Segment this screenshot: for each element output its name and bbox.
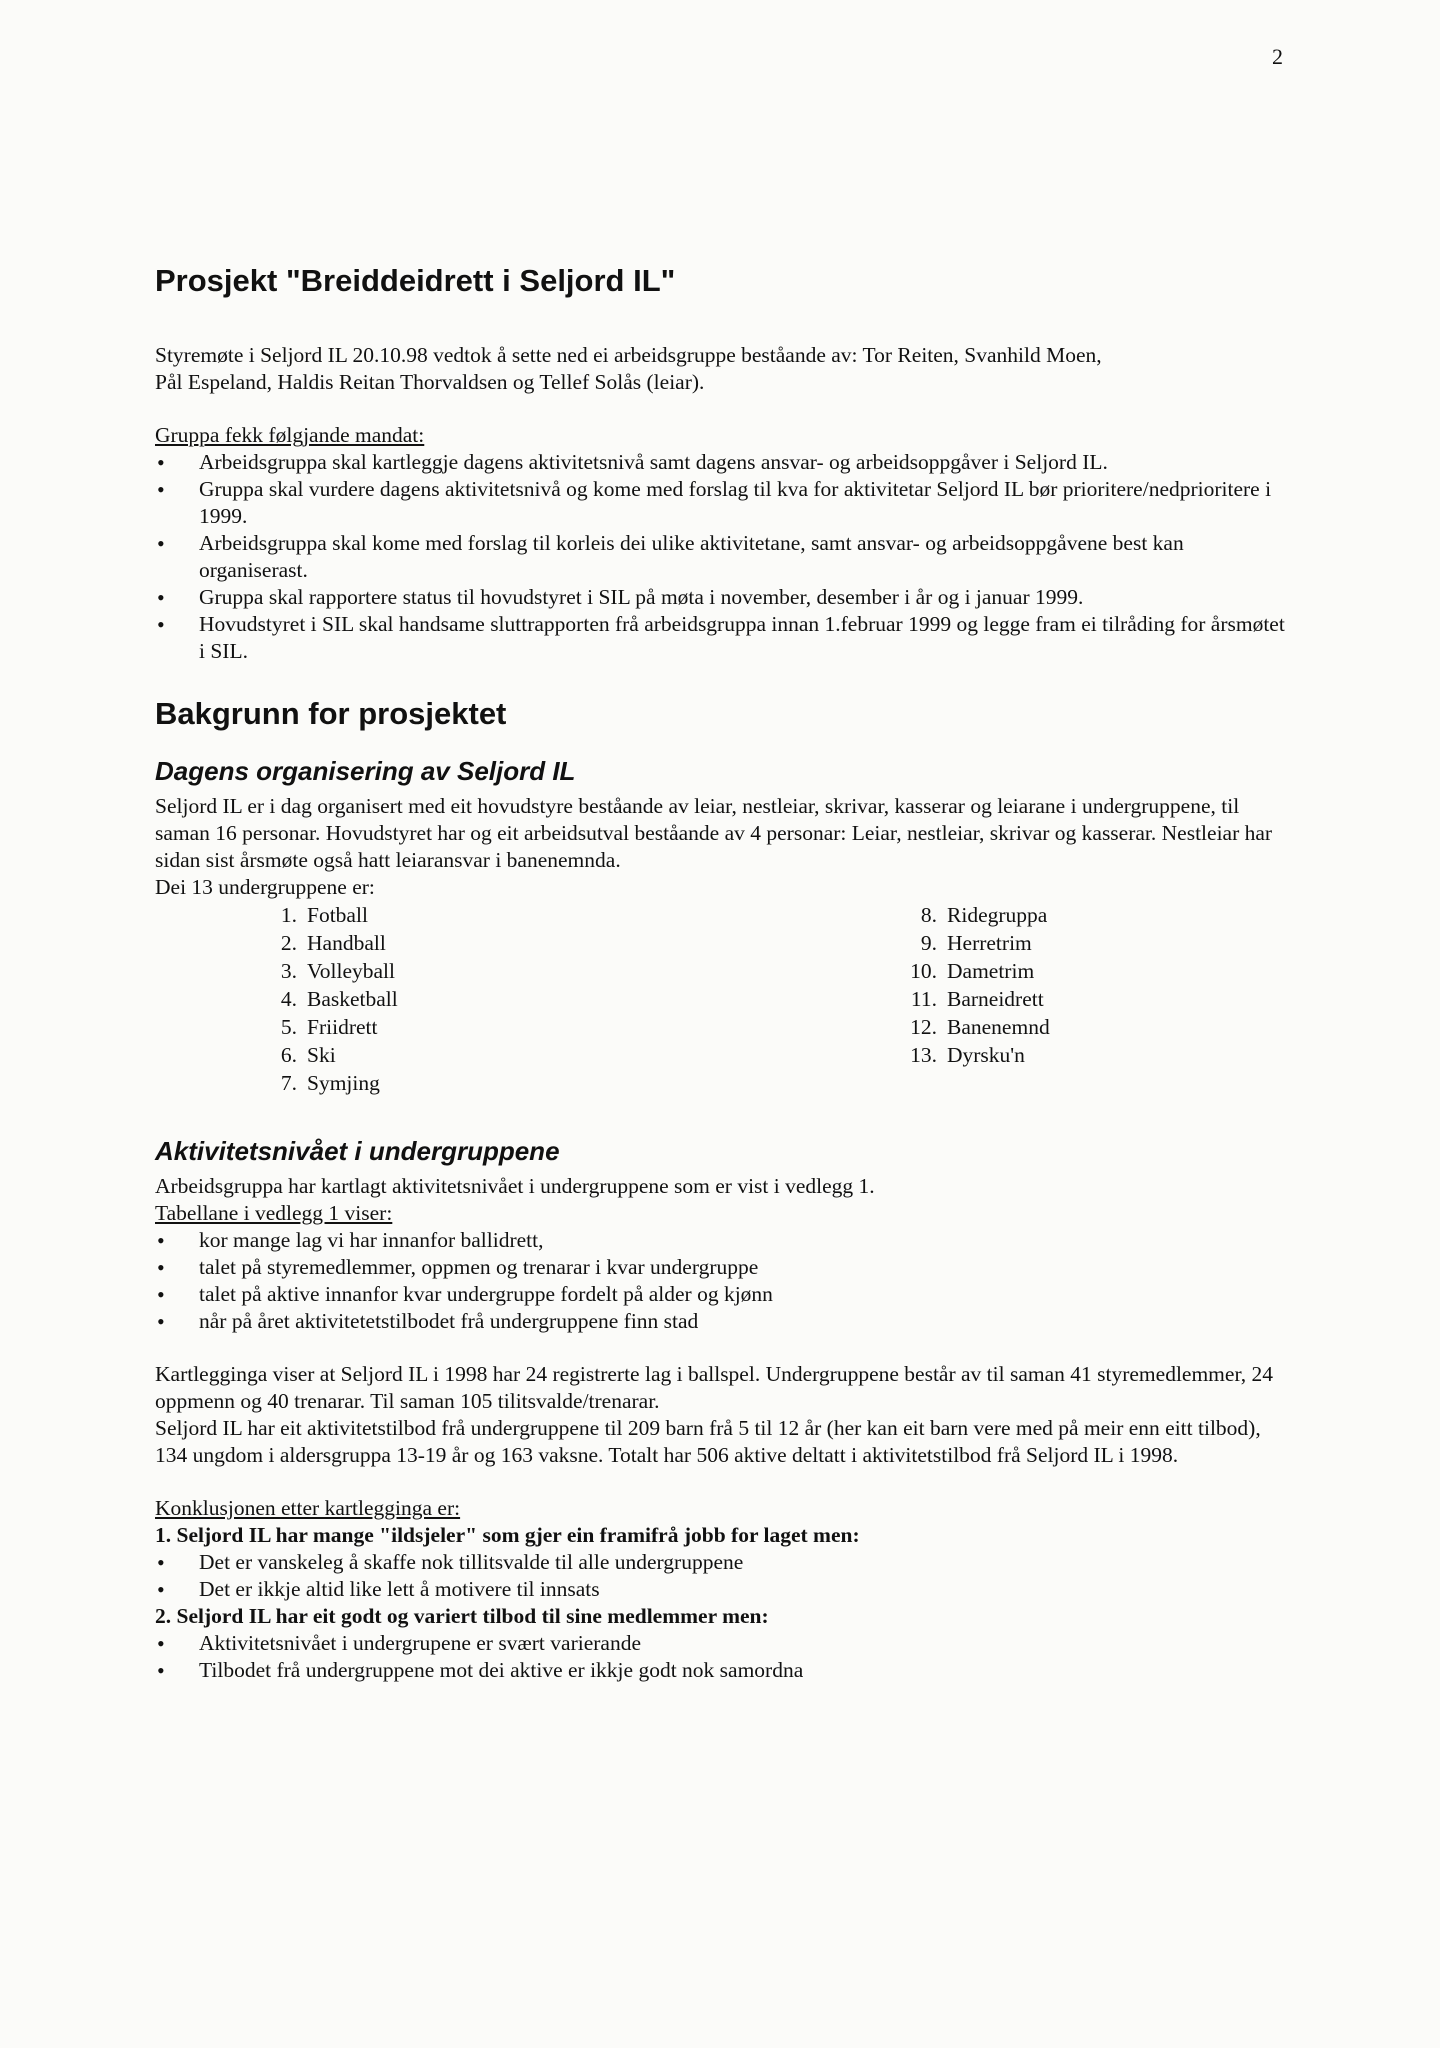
mandate-item: • Arbeidsgruppa skal kartleggje dagens aktivitetsnivå samt dagens ansvar- og arbeidsoppgåver i Seljord IL. bbox=[155, 449, 1295, 476]
subgroup-item: 12. Banenemnd bbox=[910, 1015, 1050, 1039]
subgroup-item: 1. Fotball bbox=[280, 903, 368, 927]
activity-heading: Aktivitetsnivået i undergruppene bbox=[155, 1136, 560, 1166]
subgroup-item: 6. Ski bbox=[280, 1043, 336, 1067]
conclusion-point-1: 1. Seljord IL har mange "ildsjeler" som gjer ein framifrå jobb for laget men: bbox=[155, 1523, 860, 1547]
conclusion-point-2-list bbox=[155, 1630, 1295, 1684]
subgroup-item: 5. Friidrett bbox=[280, 1015, 378, 1039]
subgroup-item: 13. Dyrsku'n bbox=[910, 1043, 1025, 1067]
organisation-heading: Dagens organisering av Seljord IL bbox=[155, 756, 576, 786]
survey-text-2: Seljord IL har eit aktivitetstilbod frå undergruppene til 209 barn frå 5 til 12 år (her kan eit barn vere med på meir enn eitt tilbod), 134 ungdom i aldersgruppa 13-19 år og 163 vaksne. Totalt har 506 aktive deltatt i aktivitetstilbod frå Seljord IL i 1998. bbox=[155, 1416, 1261, 1467]
document-body bbox=[155, 262, 1295, 1684]
groups-intro: Dei 13 undergruppene er: bbox=[155, 875, 375, 899]
mandate-list bbox=[155, 449, 1295, 665]
intro-line-1: Styremøte i Seljord IL 20.10.98 vedtok å sette ned ei arbeidsgruppe beståande av: Tor Reiten, Svanhild Moen, bbox=[155, 343, 1102, 367]
tables-list bbox=[155, 1227, 1295, 1335]
subgroup-item: 9. Herretrim bbox=[920, 931, 1032, 955]
intro-line-2: Pål Espeland, Haldis Reitan Thorvaldsen og Tellef Solås (leiar). bbox=[155, 370, 705, 394]
tables-heading: Tabellane i vedlegg 1 viser: bbox=[155, 1201, 393, 1225]
conclusion-item: • Det er ikkje altid like lett å motivere til innsats bbox=[155, 1576, 1295, 1603]
conclusion-point-2: 2. Seljord IL har eit godt og variert tilbod til sine medlemmer men: bbox=[155, 1604, 769, 1628]
tables-item: • talet på styremedlemmer, oppmen og trenarar i kvar undergruppe bbox=[155, 1254, 1295, 1281]
mandate-item: • Arbeidsgruppa skal kome med forslag til korleis dei ulike aktivitetane, samt ansvar- og arbeidsoppgåvene best kan organiserast. bbox=[155, 530, 1295, 584]
tables-item: • kor mange lag vi har innanfor ballidrett, bbox=[155, 1227, 1295, 1254]
conclusion-item: • Det er vanskeleg å skaffe nok tillitsvalde til alle undergruppene bbox=[155, 1549, 1295, 1576]
mandate-heading: Gruppa fekk følgjande mandat: bbox=[155, 423, 425, 447]
conclusion-item: • Aktivitetsnivået i undergrupene er svært varierande bbox=[155, 1630, 1295, 1657]
subgroup-item: 10. Dametrim bbox=[910, 959, 1035, 983]
mandate-item: • Gruppa skal rapportere status til hovudstyret i SIL på møta i november, desember i år og i januar 1999. bbox=[155, 584, 1295, 611]
activity-text: Arbeidsgruppa har kartlagt aktivitetsnivået i undergruppene som er vist i vedlegg 1. bbox=[155, 1174, 875, 1198]
subgroups-list bbox=[155, 901, 1295, 1097]
subgroups-left-column bbox=[263, 901, 903, 1097]
subgroup-item: 2. Handball bbox=[280, 931, 386, 955]
document-title: Prosjekt "Breiddeidrett i Seljord IL" bbox=[155, 263, 676, 298]
background-heading: Bakgrunn for prosjektet bbox=[155, 696, 507, 731]
tables-item: • talet på aktive innanfor kvar undergruppe fordelt på alder og kjønn bbox=[155, 1281, 1295, 1308]
page-number: 2 bbox=[1272, 44, 1283, 69]
conclusion-point-1-list bbox=[155, 1549, 1295, 1603]
mandate-item: • Hovudstyret i SIL skal handsame sluttrapporten frå arbeidsgruppa innan 1.februar 1999 og legge fram ei tilråding for årsmøtet i SIL. bbox=[155, 611, 1295, 665]
subgroup-item: 3. Volleyball bbox=[280, 959, 395, 983]
survey-text-1: Kartlegginga viser at Seljord IL i 1998 har 24 registrerte lag i ballspel. Undergruppene består av til saman 41 styremedlemmer, 24 oppmenn og 40 trenarar. Til saman 105 tilitsvalde/trenarar. bbox=[155, 1362, 1273, 1413]
subgroup-item: 8. Ridegruppa bbox=[920, 903, 1048, 927]
subgroups-right-column bbox=[903, 901, 1050, 1097]
subgroup-item: 4. Basketball bbox=[280, 987, 398, 1011]
subgroup-item: 7. Symjing bbox=[280, 1071, 380, 1095]
conclusion-heading: Konklusjonen etter kartlegginga er: bbox=[155, 1496, 461, 1520]
organisation-text: Seljord IL er i dag organisert med eit hovudstyre beståande av leiar, nestleiar, skrivar, kasserar og leiarane i undergruppene, til saman 16 personar. Hovudstyret har og eit arbeidsutval beståande av 4 personar: Leiar, nestleiar, skrivar og kasserar. Nestleiar har sidan sist årsmøte også hatt leiaransvar i banenemnda. bbox=[155, 794, 1273, 872]
conclusion-item: • Tilbodet frå undergruppene mot dei aktive er ikkje godt nok samordna bbox=[155, 1657, 1295, 1684]
subgroup-item: 11. Barneidrett bbox=[910, 987, 1044, 1011]
mandate-item: • Gruppa skal vurdere dagens aktivitetsnivå og kome med forslag til kva for aktivitetar Seljord IL bør prioritere/nedprioritere i 1999. bbox=[155, 476, 1295, 530]
tables-item: • når på året aktivitetetstilbodet frå undergruppene finn stad bbox=[155, 1308, 1295, 1335]
